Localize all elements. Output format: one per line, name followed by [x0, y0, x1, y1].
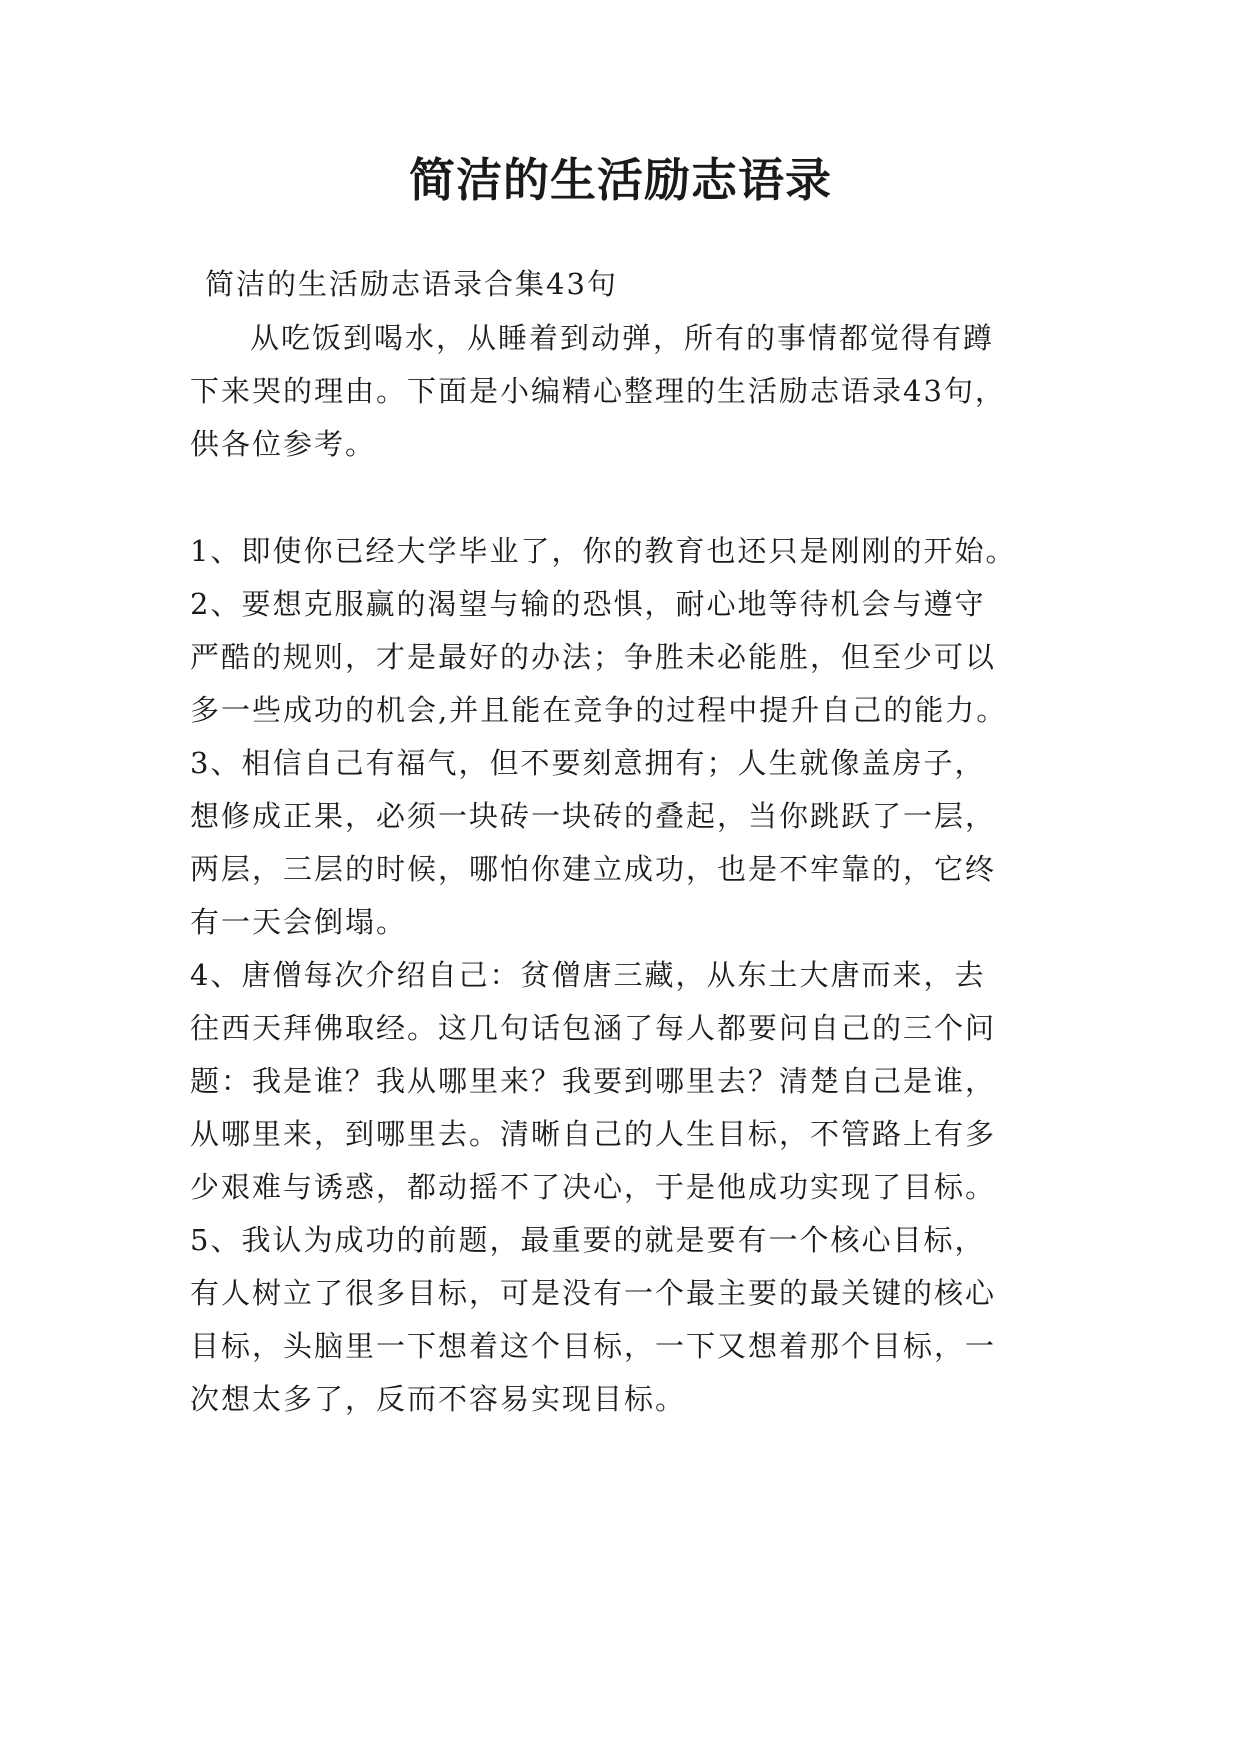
- body-line: 1、即使你已经大学毕业了，你的教育也还只是刚刚的开始。: [190, 534, 1017, 568]
- body-line: 4、唐僧每次介绍自己：贫僧唐三藏，从东土大唐而来，去: [190, 958, 986, 992]
- body-line: 次想太多了，反而不容易实现目标。: [190, 1382, 687, 1416]
- body-line: 想修成正果，必须一块砖一块砖的叠起，当你跳跃了一层，: [190, 799, 997, 833]
- body-line: 2、要想克服赢的渴望与输的恐惧，耐心地等待机会与遵守: [190, 587, 986, 621]
- body-line: 严酷的规则，才是最好的办法；争胜未必能胜，但至少可以: [190, 640, 997, 674]
- body-line: 少艰难与诱惑，都动摇不了决心，于是他成功实现了目标。: [190, 1170, 997, 1204]
- body-line: 往西天拜佛取经。这几句话包涵了每人都要问自己的三个问: [190, 1011, 997, 1045]
- intro-line: 供各位参考。: [190, 427, 377, 461]
- body-line: 题：我是谁？我从哪里来？我要到哪里去？清楚自己是谁，: [190, 1064, 997, 1098]
- body-line: 有一天会倒塌。: [190, 905, 408, 939]
- intro-line: 下来哭的理由。下面是小编精心整理的生活励志语录43句，: [190, 374, 1006, 408]
- body-line: 从哪里来，到哪里去。清晰自己的人生目标，不管路上有多: [190, 1117, 997, 1151]
- document-title: 简洁的生活励志语录: [409, 153, 832, 207]
- body-line: 5、我认为成功的前题，最重要的就是要有一个核心目标，: [190, 1223, 986, 1257]
- body-line: 3、相信自己有福气，但不要刻意拥有；人生就像盖房子，: [190, 746, 986, 780]
- body-line: 两层，三层的时候，哪怕你建立成功，也是不牢靠的，它终: [190, 852, 997, 886]
- intro-line: 从吃饭到喝水，从睡着到动弹，所有的事情都觉得有蹲: [250, 321, 995, 355]
- body-line: 有人树立了很多目标，可是没有一个最主要的最关键的核心: [190, 1276, 997, 1310]
- body-line: 多一些成功的机会,并且能在竞争的过程中提升自己的能力。: [190, 693, 1008, 727]
- document-subtitle: 简洁的生活励志语录合集43句: [205, 267, 618, 301]
- body-line: 目标，头脑里一下想着这个目标，一下又想着那个目标，一: [190, 1329, 997, 1363]
